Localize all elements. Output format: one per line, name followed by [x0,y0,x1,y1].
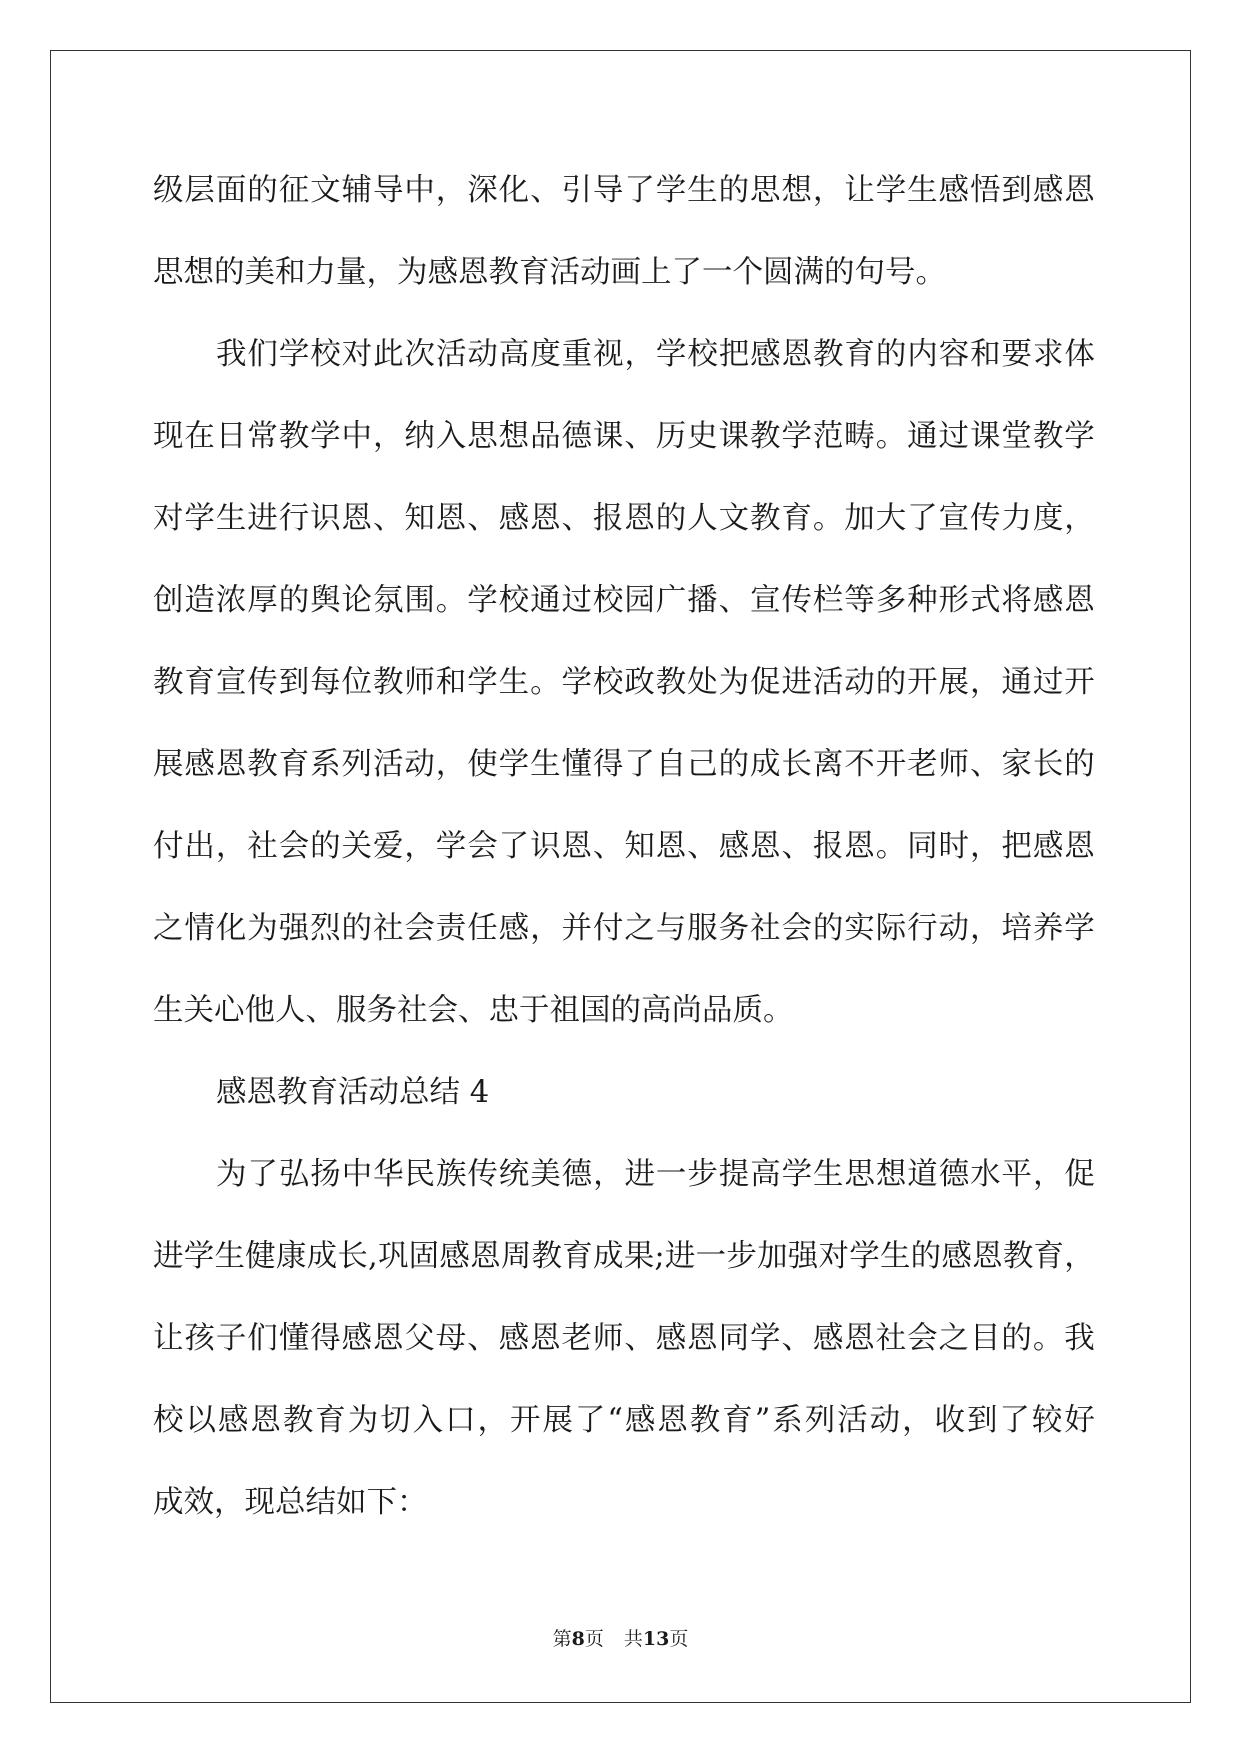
text-line: 教 育 宣 传 到 每 位 教 师 和 学 生 。 学 校 政 教 处 为 促 进 活 动 的 开 展 ， 通 过 开 [153,665,1095,700]
text-line: 让 孩 子 们 懂 得 感 恩 父 母 、 感 恩 老 师 、 感 恩 同 学 、 感 恩 社 会 之 目 的 。 我 [153,1321,1095,1356]
text-line: 现 在 日 常 教 学 中 ， 纳 入 思 想 品 德 课 、 历 史 课 教 学 范 畴 。 通 过 课 堂 教 学 [153,419,1095,454]
text-line: 对 学 生 进 行 识 恩 、 知 恩 、 感 恩 、 报 恩 的 人 文 教 育 。 加 大 了 宣 传 力 度 ， [153,501,1095,536]
text-line: 校 以 感 恩 教 育 为 切 入 口 ， 开 展 了 “ 感 恩 教 育 ” 系 列 活 动 ， 收 到 了 较 好 [153,1403,1095,1438]
text-line: 进 学 生 健 康 成 长 , 巩 固 感 恩 周 教 育 成 果 ; 进 一 步 加 强 对 学 生 的 感 恩 教 育 ， [153,1239,1095,1274]
text-line: 我 们 学 校 对 此 次 活 动 高 度 重 视 ， 学 校 把 感 恩 教 育 的 内 容 和 要 求 体 [216,337,1095,372]
text-line: 展 感 恩 教 育 系 列 活 动 ， 使 学 生 懂 得 了 自 己 的 成 长 离 不 开 老 师 、 家 长 的 [153,747,1095,782]
text-line: 生关心他人、服务社会、忠于祖国的高尚品质。 [153,993,794,1028]
text-line: 成效，现总结如下： [153,1485,428,1520]
text-line: 创 造 浓 厚 的 舆 论 氛 围 。 学 校 通 过 校 园 广 播 、 宣 传 栏 等 多 种 形 式 将 感 恩 [153,583,1095,618]
text-line: 为 了 弘 扬 中 华 民 族 传 统 美 德 ， 进 一 步 提 高 学 生 思 想 道 德 水 平 ， 促 [216,1157,1095,1192]
page-footer [0,1627,1241,1651]
text-line: 付 出 ， 社 会 的 关 爱 ， 学 会 了 识 恩 、 知 恩 、 感 恩 、 报 恩 。 同 时 ， 把 感 恩 [153,829,1095,864]
total-pages: 13 [642,1628,670,1650]
total-prefix: 共 [623,1628,643,1650]
page-number: 8 [571,1628,585,1650]
text-line: 级 层 面 的 征 文 辅 导 中 ， 深 化 、 引 导 了 学 生 的 思 想 ， 让 学 生 感 悟 到 感 恩 [153,173,1095,208]
text-line: 之 情 化 为 强 烈 的 社 会 责 任 感 ， 并 付 之 与 服 务 社 会 的 实 际 行 动 ， 培 养 学 [153,911,1095,946]
page-prefix: 第 [552,1628,572,1650]
text-line: 思想的美和力量，为感恩教育活动画上了一个圆满的句号。 [153,255,946,290]
text-line: 感恩教育活动总结 4 [216,1075,490,1110]
document-body [153,162,1095,1556]
total-suffix: 页 [669,1628,689,1650]
page-suffix: 页 [584,1628,604,1650]
